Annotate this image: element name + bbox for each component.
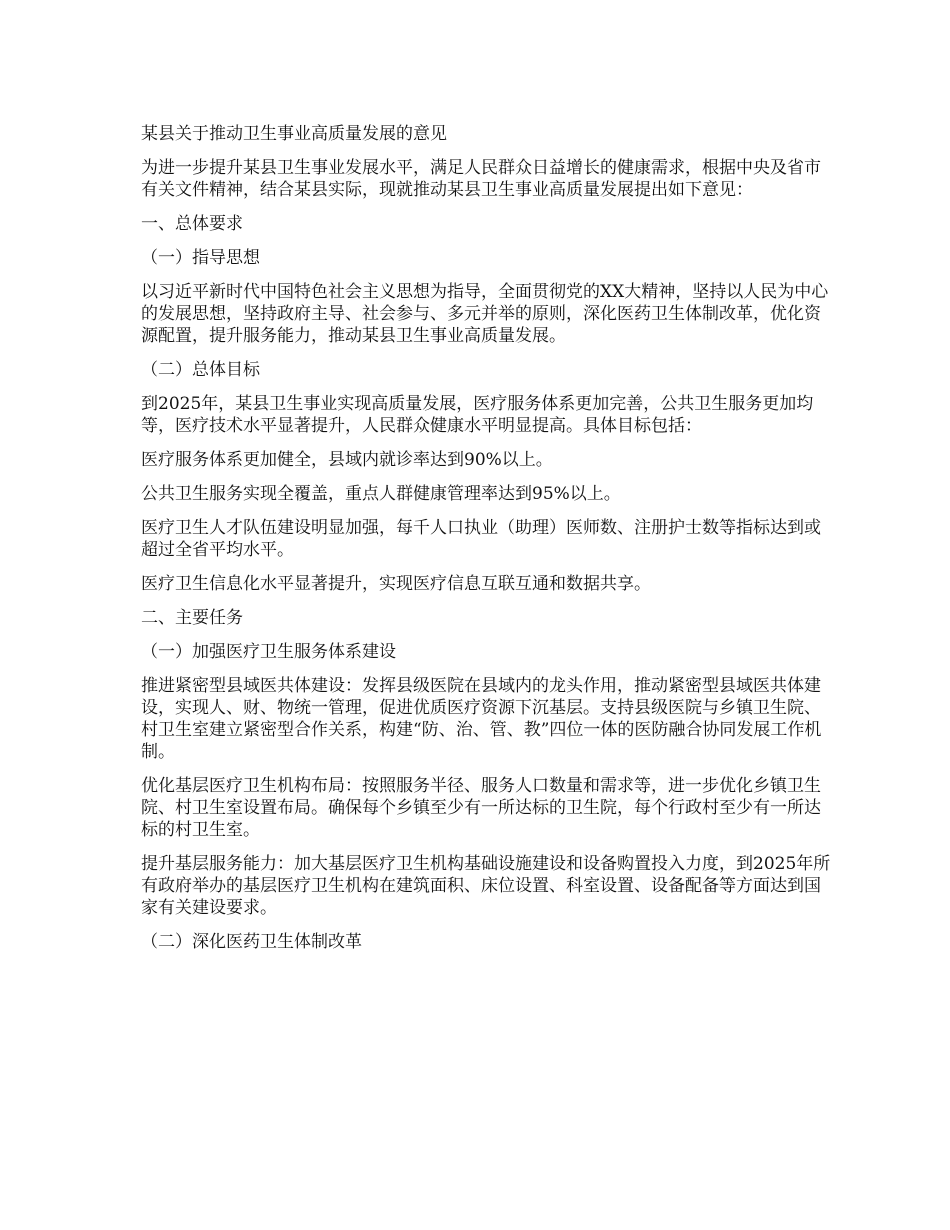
task-paragraph: 优化基层医疗卫生机构布局：按照服务半径、服务人口数量和需求等，进一步优化乡镇卫生院、村卫生室设置布局。确保每个乡镇至少有一所达标的卫生院，每个行政村至少有一所达标的村卫生室。 xyxy=(141,776,821,840)
goal-item: 医疗卫生信息化水平显著提升，实现医疗信息互联互通和数据共享。 xyxy=(141,574,651,594)
section-heading-general-requirements: 一、总体要求 xyxy=(141,214,243,234)
document-title: 某县关于推动卫生事业高质量发展的意见 xyxy=(141,124,447,144)
task-paragraph: 提升基层服务能力：加大基层医疗卫生机构基础设施建设和设备购置投入力度，到2025年所有政府举办的基层医疗卫生机构在建筑面积、床位设置、科室设置、设备配备等方面达到国家有关建设要求。 xyxy=(141,854,831,918)
goal-item: 医疗卫生人才队伍建设明显加强，每千人口执业（助理）医师数、注册护士数等指标达到或超过全省平均水平。 xyxy=(141,518,821,560)
subsection-heading-system-reform: （二）深化医药卫生体制改革 xyxy=(141,932,362,952)
guiding-ideology-paragraph: 以习近平新时代中国特色社会主义思想为指导，全面贯彻党的XX大精神，坚持以人民为中心的发展思想，坚持政府主导、社会参与、多元并举的原则，深化医药卫生体制改革，优化资源配置，提升服务能力，推动某县卫生事业高质量发展。 xyxy=(141,282,829,346)
document-page xyxy=(141,123,831,965)
section-heading-main-tasks: 二、主要任务 xyxy=(141,608,243,628)
goal-item: 医疗服务体系更加健全，县域内就诊率达到90%以上。 xyxy=(141,450,553,470)
intro-paragraph: 为进一步提升某县卫生事业发展水平，满足人民群众日益增长的健康需求，根据中央及省市有关文件精神，结合某县实际，现就推动某县卫生事业高质量发展提出如下意见： xyxy=(141,158,821,200)
goal-item: 公共卫生服务实现全覆盖，重点人群健康管理率达到95%以上。 xyxy=(141,484,621,504)
subsection-heading-service-system: （一）加强医疗卫生服务体系建设 xyxy=(141,642,396,662)
subsection-heading-overall-goals: （二）总体目标 xyxy=(141,360,260,380)
subsection-heading-guiding-ideology: （一）指导思想 xyxy=(141,248,260,268)
overall-goals-paragraph: 到2025年，某县卫生事业实现高质量发展，医疗服务体系更加完善，公共卫生服务更加均等，医疗技术水平显著提升，人民群众健康水平明显提高。具体目标包括： xyxy=(141,394,814,436)
task-paragraph: 推进紧密型县域医共体建设：发挥县级医院在县域内的龙头作用，推动紧密型县域医共体建设，实现人、财、物统一管理，促进优质医疗资源下沉基层。支持县级医院与乡镇卫生院、村卫生室建立紧密型合作关系，构建“防、治、管、教”四位一体的医防融合协同发展工作机制。 xyxy=(141,676,822,762)
